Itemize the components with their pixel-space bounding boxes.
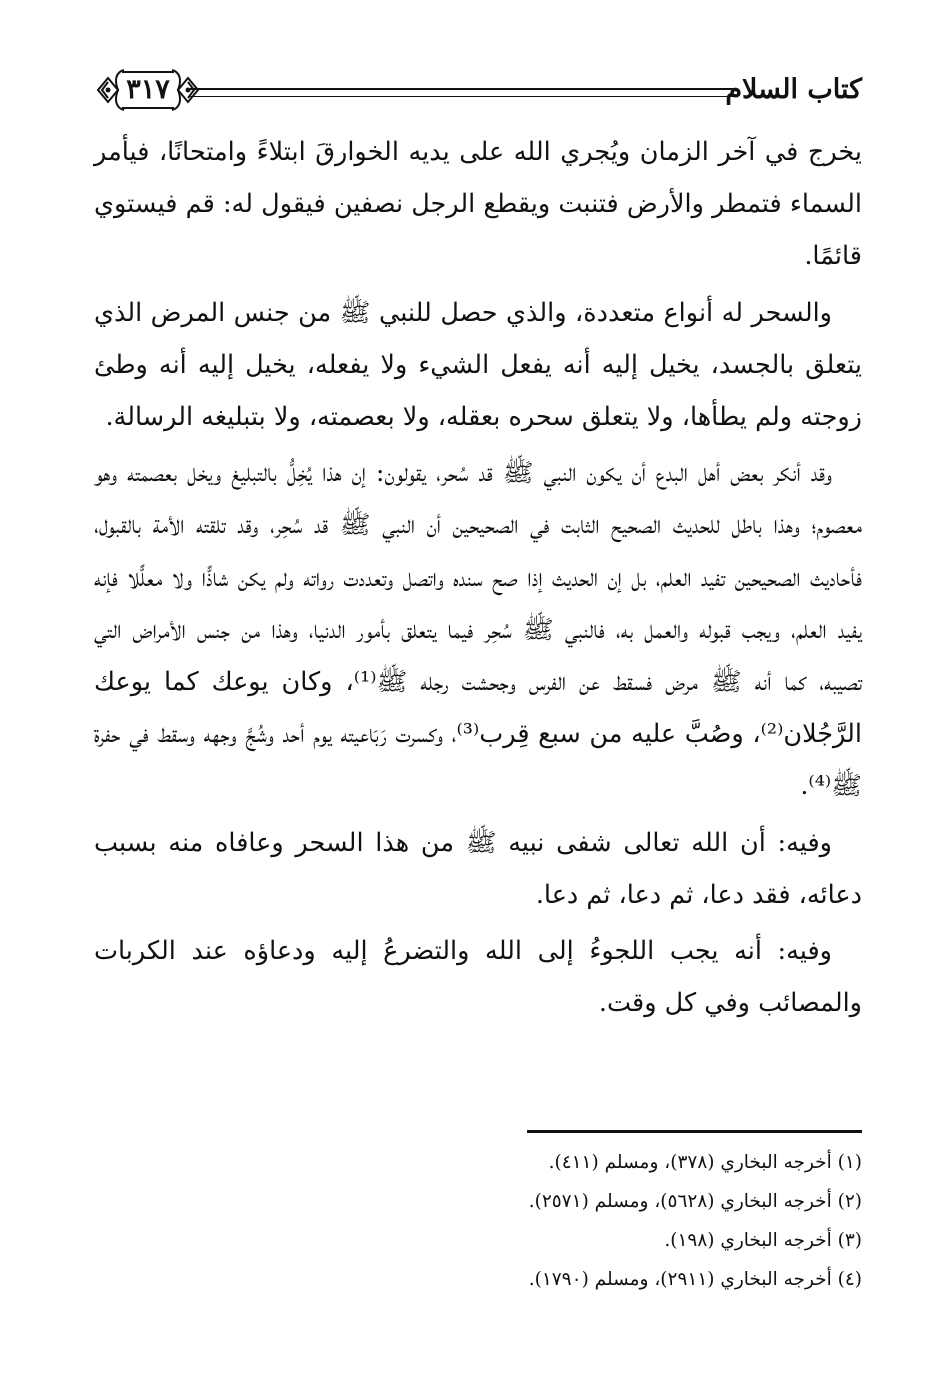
- paragraph-3: وقد أنكر بعض أهل البدع أن يكون النبي ﷺ قد سُحر، يقولون: إن هذا يُخِلُّ بالتبليغ ويخل بعصمته وهو معصوم؛ وهذا باطل للحديث الصحيح الثابت في الصحيحين أن النبي ﷺ قد سُحِر، وقد تلقته الأمة بالقبول، فأحاديث الصحيحين تفيد العلم، بل إن الحديث إذا صح سنده واتصل وتعددت رواته ولم يكن شاذًّا ولا معلًّلا فإنه يفيد العلم، ويجب قبوله والعمل به، فالنبي ﷺ سُحِر فيما يتعلق بأمور الدنيا، وهذا من جنس الأمراض التي تصيبه، كما أنه ﷺ مرض فسقط عن الفرس وجحشت رجله ﷺ⁽¹⁾، وكان يوعك كما يوعك الرَّجُلان⁽²⁾، وصُبَّ عليه من سبع قِرب⁽³⁾، وكسرت رَبَاعيته يوم أحد وشُجَّ وجهه وسقط في حفرة ﷺ⁽⁴⁾.: [94, 458, 862, 802]
- paragraph-2: والسحر له أنواع متعددة، والذي حصل للنبي ﷺ من جنس المرض الذي يتعلق بالجسد، يخيل إليه أنه يفعل الشيء ولا يفعله، يخيل إليه أنه وطئ زوجته ولم يطأها، ولا يتعلق سحره بعقله، ولا بعصمته، ولا بتبليغه الرسالة.: [94, 297, 862, 433]
- footnotes: [262, 1144, 862, 1300]
- chapter-title: كتاب السلام: [725, 74, 862, 105]
- footnote-4: (٤) أخرجه البخاري (٢٩١١)، ومسلم (١٧٩٠).: [528, 1269, 862, 1290]
- footnote-3: (٣) أخرجه البخاري (١٩٨).: [664, 1230, 862, 1251]
- footnote-separator: [527, 1130, 862, 1133]
- header-rule: [190, 88, 734, 97]
- running-header: [94, 62, 862, 122]
- main-text: [94, 126, 862, 1033]
- page-number-badge: [94, 62, 202, 118]
- paragraph-5: وفيه: أنه يجب اللجوءُ إلى الله والتضرعُ إليه ودعاؤه عند الكربات والمصائب وفي كل وقت.: [94, 936, 862, 1019]
- paragraph-4: وفيه: أن الله تعالى شفى نبيه ﷺ من هذا السحر وعافاه منه بسبب دعائه، فقد دعا، ثم دعا، ثم دعا.: [94, 827, 862, 910]
- paragraph-1: يخرج في آخر الزمان ويُجري الله على يديه الخوارقَ ابتلاءً وامتحانًا، فيأمر السماء فتمطر والأرض فتنبت ويقطع الرجل نصفين فيقول له: قم فيستوي قائمًا.: [94, 137, 862, 272]
- footnote-2: (٢) أخرجه البخاري (٥٦٢٨)، ومسلم (٢٥٧١).: [528, 1191, 862, 1212]
- page-number: ٣١٧: [126, 74, 170, 105]
- footnote-1: (١) أخرجه البخاري (٣٧٨)، ومسلم (٤١١).: [548, 1152, 862, 1173]
